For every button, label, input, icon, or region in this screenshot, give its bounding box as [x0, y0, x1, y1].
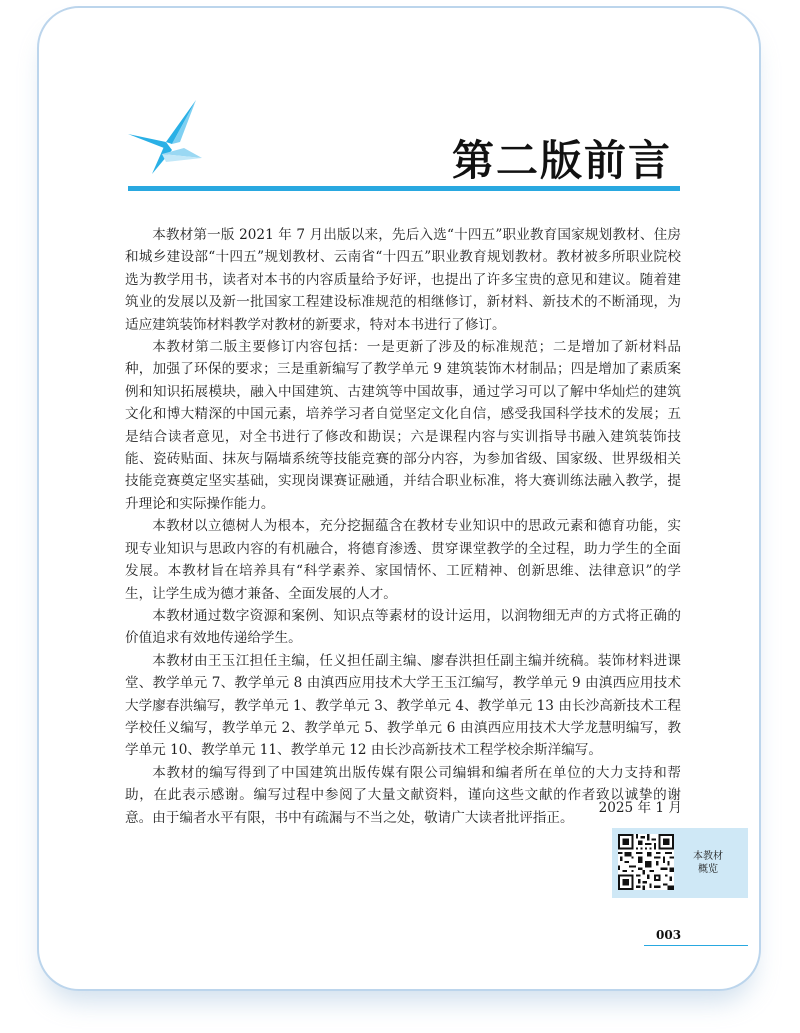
qr-caption-line: 本教材	[693, 851, 723, 862]
paragraph: 本教材第二版主要修订内容包括：一是更新了涉及的标准规范；二是增加了新材料品种，加强了环保的要求；三是重新编写了教学单元 9 建筑装饰木材制品；四是增加了素质案例和知识拓展模块，融入中国建筑、古建筑等中国故事，通过学习可以了解中华灿烂的建筑文化和博大精深的中国元素，培养学习者自觉坚定文化自信，感受我国科学技术的发展；五是结合读者意见，对全书进行了修改和勘误；六是课程内容与实训指导书融入建筑装饰技能、瓷砖贴面、抹灰与隔墙系统等技能竞赛的部分内容，为参加省级、国家级、世界级相关技能竞赛奠定坚实基础，实现岗课赛证融通，并结合职业标准，将大赛训练法融入教学，提升理论和实际操作能力。	[125, 339, 681, 512]
paragraph: 本教材由王玉江担任主编，任义担任副主编、廖春洪担任副主编并统稿。装饰材料进课堂、教学单元 7、教学单元 8 由滇西应用技术大学王玉江编写，教学单元 9 由滇西应用技术大学廖春洪编写，教学单元 1、教学单元 3、教学单元 4、教学单元 13 由长沙高新技术工程学校任义编写，教学单元 2、教学单元 5、教学单元 6 由滇西应用技术大学龙慧明编写，教学单元 10、教学单元 11、教学单元 12 由长沙高新技术工程学校余斯洋编写。	[125, 652, 681, 759]
star-burst-logo-icon	[122, 98, 206, 178]
date-line: 2025 年 1 月	[598, 800, 682, 816]
qr-caption-line: 概览	[698, 864, 718, 875]
paragraph: 本教材的编写得到了中国建筑出版传媒有限公司编辑和编者所在单位的大力支持和帮助，在此表示感谢。编写过程中参阅了大量文献资料，谨向这些文献的作者致以诚挚的谢意。由于编者水平有限，书中有疏漏与不当之处，敬请广大读者批评指正。	[125, 764, 681, 826]
page-number: 003	[656, 928, 682, 942]
page-number-underline	[644, 945, 748, 946]
qr-code-icon[interactable]	[618, 834, 674, 890]
title-underline	[128, 186, 680, 191]
paragraph: 本教材第一版 2021 年 7 月出版以来，先后入选“十四五”职业教育国家规划教材、住房和城乡建设部“十四五”规划教材、云南省“十四五”职业教育规划教材。教材被多所职业院校选为教学用书，读者对本书的内容质量给予好评，也提出了许多宝贵的意见和建议。随着建筑业的发展以及新一批国家工程建设标准规范的相继修订，新材料、新技术的不断涌现，为适应建筑装饰材料教学对教材的新要求，特对本书进行了修订。	[125, 227, 681, 333]
paragraph: 本教材通过数字资源和案例、知识点等素材的设计运用，以润物细无声的方式将正确的价值追求有效地传递给学生。	[125, 607, 681, 647]
page-title: 第二版前言	[451, 136, 672, 185]
qr-caption	[684, 850, 732, 876]
paragraph: 本教材以立德树人为根本，充分挖掘蕴含在教材专业知识中的思政元素和德育功能，实现专业知识与思政内容的有机融合，将德育渗透、贯穿课堂教学的全过程，助力学生的全面发展。本教材旨在培养具有“科学素养、家国情怀、工匠精神、创新思维、法律意识”的学生，让学生成为德才兼备、全面发展的人才。	[125, 518, 681, 602]
qr-panel[interactable]	[612, 828, 748, 898]
preface-body	[125, 224, 681, 829]
